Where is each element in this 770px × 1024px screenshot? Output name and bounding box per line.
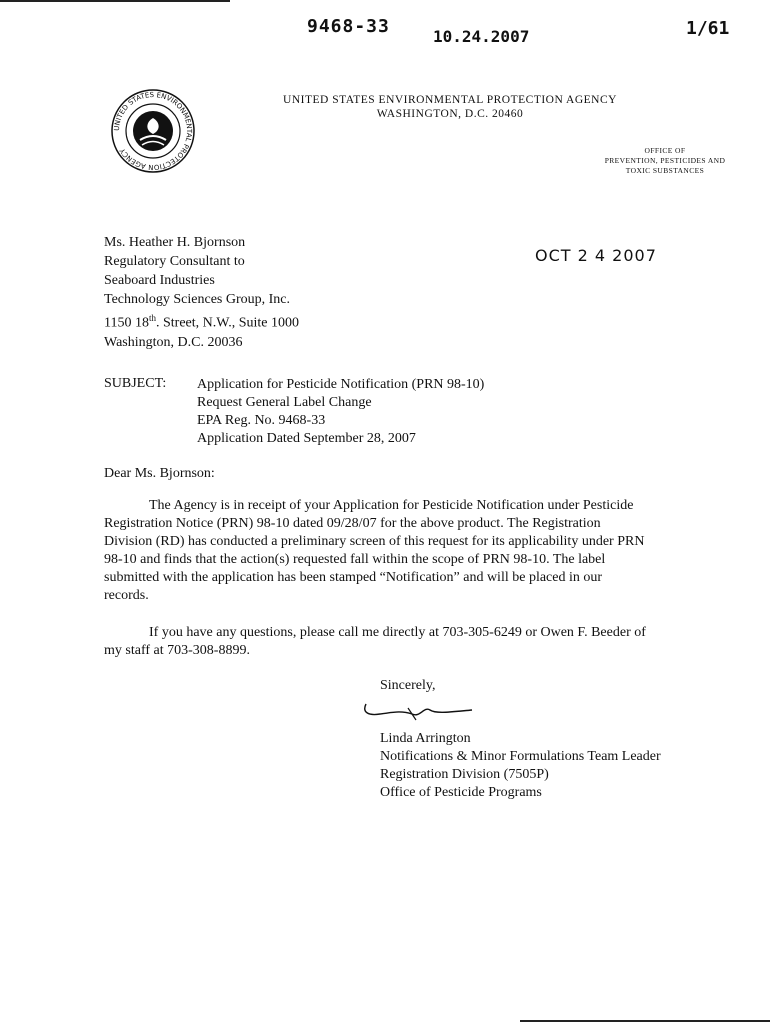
office-block [570, 146, 760, 176]
office-line: TOXIC SUBSTANCES [625, 166, 705, 175]
signer-name: Linda Arrington [380, 731, 471, 746]
signer-office: Office of Pesticide Programs [380, 785, 542, 800]
closing: Sincerely, [380, 678, 436, 693]
body-paragraph-1 [104, 497, 704, 605]
recipient-street [104, 309, 299, 333]
recipient-city: Washington, D.C. 20036 [104, 334, 243, 350]
body-line: records. [104, 588, 149, 603]
body-line: 98-10 and finds that the action(s) requested fall within the scope of PRN 98-10. The label [104, 552, 606, 567]
office-line: PREVENTION, PESTICIDES AND [604, 156, 726, 165]
salutation: Dear Ms. Bjornson: [104, 466, 215, 481]
body-line: Division (RD) has conducted a preliminary screen of this request for its applicability under PRN [104, 534, 645, 549]
subject-line: EPA Reg. No. 9468-33 [197, 413, 326, 428]
seal-text: UNITED STATES ENVIRONMENTAL PROTECTION AGENCY [112, 90, 194, 172]
recipient-name: Ms. Heather H. Bjornson [104, 235, 246, 250]
street-ordinal: th [148, 313, 156, 323]
letterhead-agency-block [250, 93, 650, 121]
signature-image [360, 694, 480, 724]
subject-line: Request General Label Change [197, 395, 372, 410]
body-line: Registration Notice (PRN) 98-10 dated 09/28/07 for the above product. The Registration [104, 516, 601, 531]
scan-edge-line-bottom [520, 1020, 770, 1022]
agency-name: UNITED STATES ENVIRONMENTAL PROTECTION AGENCY [283, 94, 617, 106]
signer-block [380, 730, 661, 802]
recipient-title: Regulatory Consultant to [104, 254, 245, 269]
signer-division: Registration Division (7505P) [380, 767, 549, 782]
recipient-firm: Technology Sciences Group, Inc. [104, 292, 291, 307]
epa-seal-logo [110, 88, 196, 174]
handwritten-date: 10.24.2007 [433, 27, 530, 46]
signer-title: Notifications & Minor Formulations Team Leader [380, 749, 661, 764]
recipient-company: Seaboard Industries [104, 273, 215, 288]
handwritten-reg-no: 9468-33 [307, 16, 390, 37]
subject-line: Application for Pesticide Notification (PRN 98-10) [197, 377, 485, 392]
subject-label: SUBJECT: [104, 376, 167, 391]
body-line: my staff at 703-308-8899. [104, 643, 250, 658]
subject-line: Application Dated September 28, 2007 [197, 431, 416, 446]
street-number: 1150 18 [104, 315, 149, 331]
handwritten-page-count: 1/61 [686, 18, 730, 39]
body-line: The Agency is in receipt of your Application for Pesticide Notification under Pesticide [149, 498, 634, 513]
scan-edge-line-top [0, 0, 230, 2]
subject-block [197, 376, 484, 448]
agency-location: WASHINGTON, D.C. 20460 [376, 108, 524, 120]
recipient-address [104, 233, 299, 352]
body-line: If you have any questions, please call me directly at 703-305-6249 or Owen F. Beeder of [149, 625, 646, 640]
office-line: OFFICE OF [644, 146, 686, 155]
body-paragraph-2 [104, 624, 704, 660]
street-rest: . Street, N.W., Suite 1000 [156, 315, 299, 331]
body-line: submitted with the application has been stamped “Notification” and will be placed in our [104, 570, 603, 585]
received-date-stamp: OCT 2 4 2007 [535, 246, 657, 265]
